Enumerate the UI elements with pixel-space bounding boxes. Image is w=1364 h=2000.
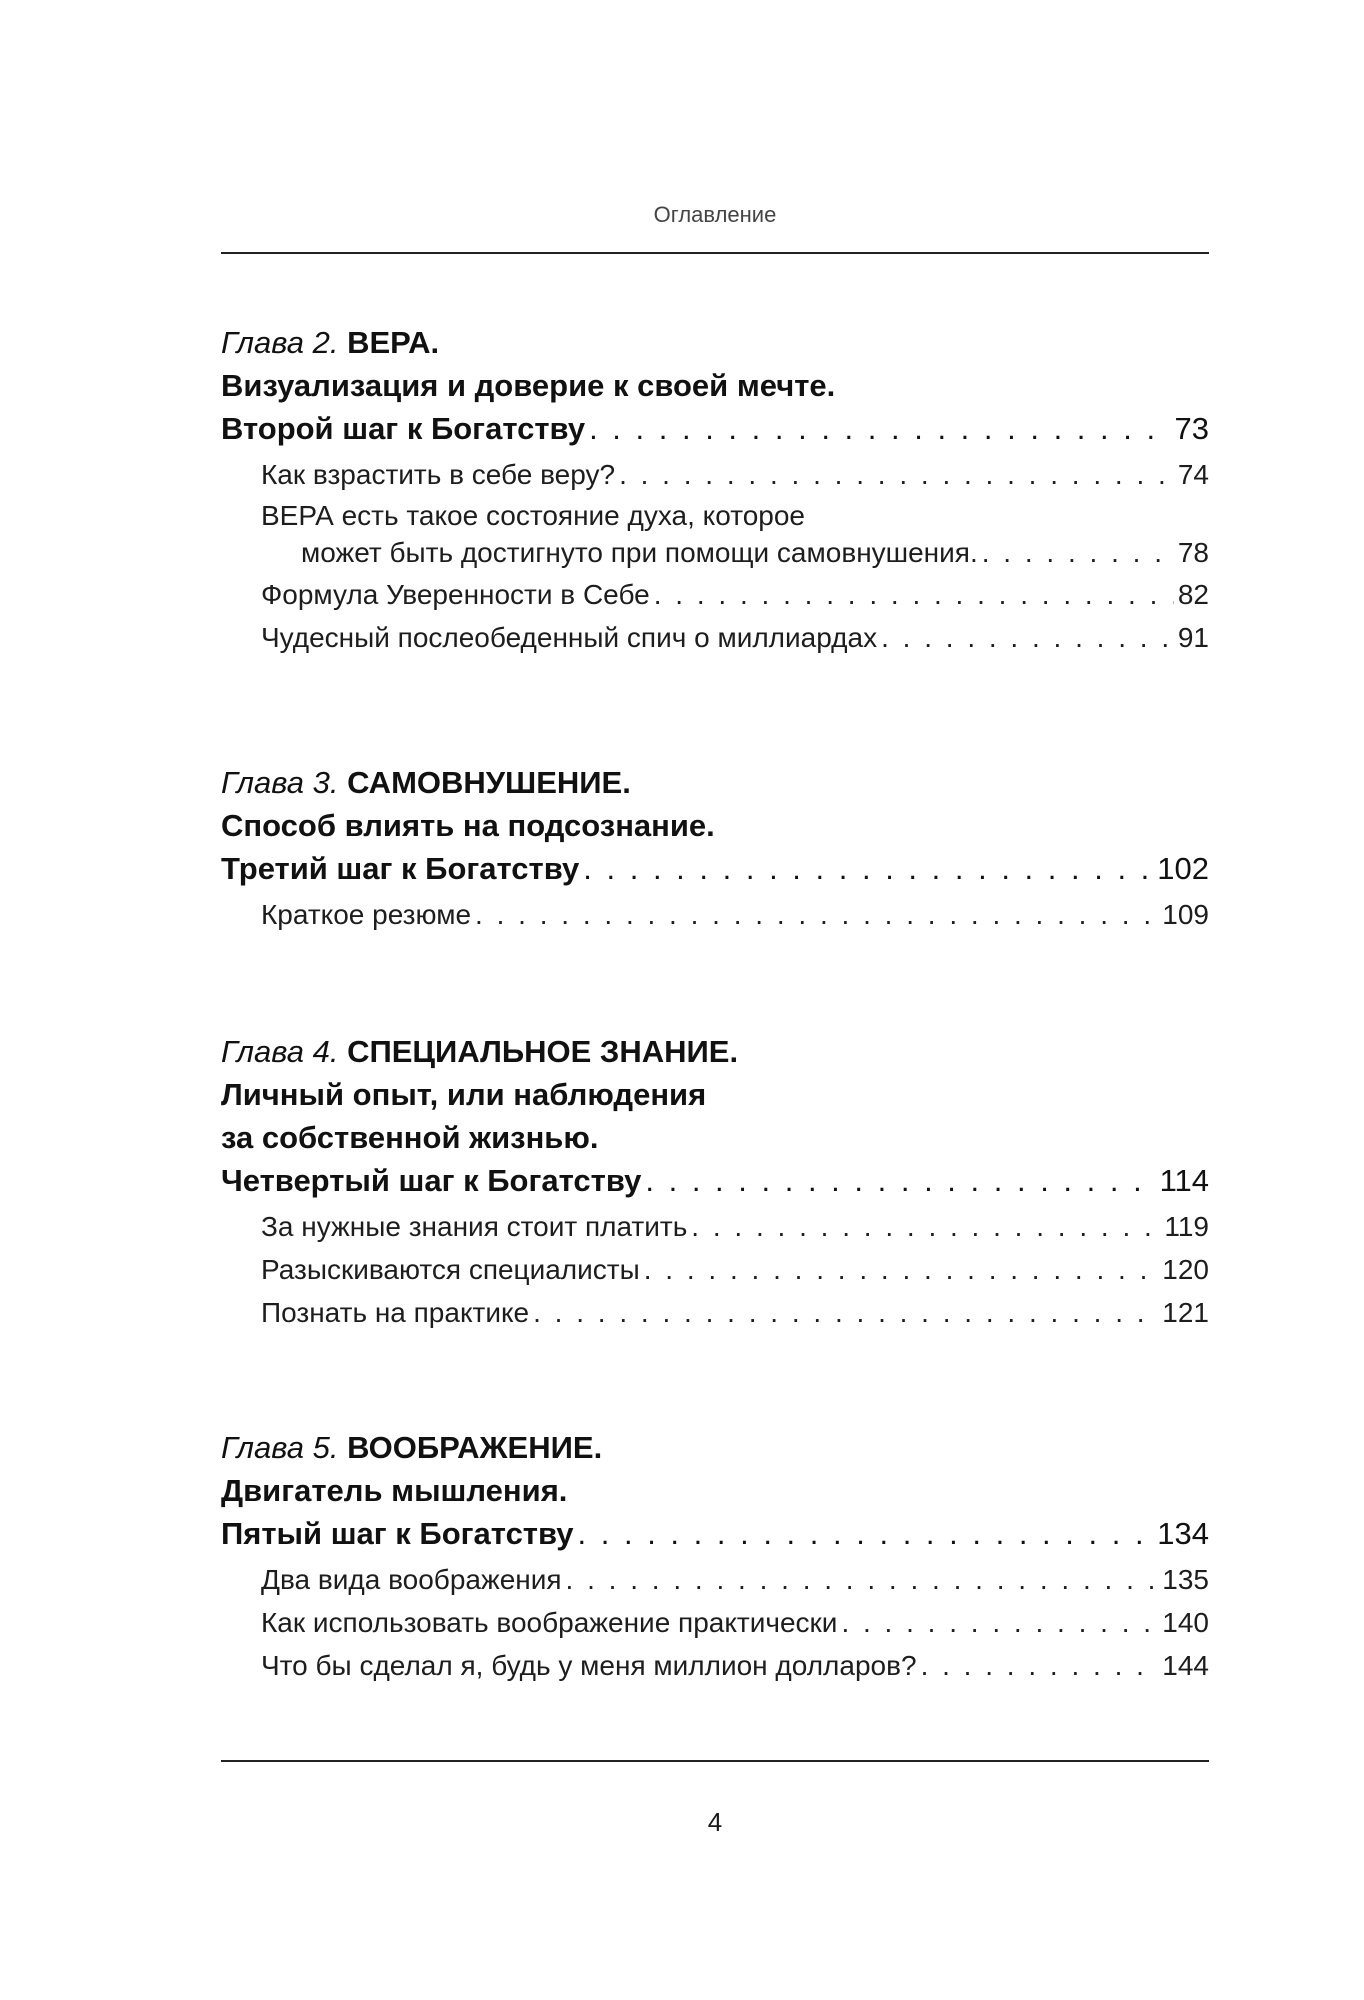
chapter-title: ВЕРА. — [347, 325, 440, 360]
page-number: 4 — [707, 1807, 723, 1837]
leader-dots — [881, 618, 1174, 658]
leader-dots — [654, 575, 1174, 615]
leader-dots — [644, 1250, 1159, 1290]
chapter-heading[interactable] — [221, 1428, 602, 1468]
toc-entry[interactable] — [261, 895, 1209, 935]
toc-entry[interactable] — [261, 455, 1209, 495]
toc-entry[interactable] — [261, 1560, 1209, 1600]
entry-title: Что бы сделал я, будь у меня миллион долларов? — [261, 1650, 917, 1681]
entry-page: 74 — [1177, 459, 1209, 490]
chapter-label: Глава 4. — [221, 1034, 339, 1069]
entry-title: Как использовать воображение практически — [261, 1607, 838, 1638]
entry-title: Четвертый шаг к Богатству — [221, 1163, 642, 1198]
leader-dots — [566, 1560, 1159, 1600]
chapter-label: Глава 2. — [221, 325, 339, 360]
chapter-subtitle: Способ влиять на подсознание. — [221, 808, 715, 843]
entry-title: Формула Уверенности в Себе — [261, 579, 650, 610]
entry-page: 109 — [1162, 899, 1209, 930]
chapter-subtitle: за собственной жизнью. — [221, 1120, 599, 1155]
toc-entry[interactable] — [301, 533, 1209, 573]
entry-page: 73 — [1174, 411, 1209, 446]
entry-page: 144 — [1162, 1650, 1209, 1681]
toc-entry[interactable] — [261, 1250, 1209, 1290]
leader-dots — [841, 1603, 1158, 1643]
entry-title: За нужные знания стоит платить — [261, 1211, 688, 1242]
leader-dots — [921, 1646, 1159, 1686]
toc-entry[interactable] — [261, 1207, 1209, 1247]
leader-dots — [578, 1514, 1154, 1554]
chapter-title: СПЕЦИАЛЬНОЕ ЗНАНИЕ. — [347, 1034, 739, 1069]
toc-entry[interactable] — [261, 1646, 1209, 1686]
leader-dots — [589, 409, 1170, 449]
entry-title: Познать на практике — [261, 1297, 530, 1328]
entry-title: может быть достигнуто при помощи самовнушения. — [301, 537, 978, 568]
entry-title: Как взрастить в себе веру? — [261, 459, 616, 490]
chapter-label: Глава 5. — [221, 1430, 339, 1465]
entry-title: Третий шаг к Богатству — [221, 851, 580, 886]
toc-entry-chapter[interactable] — [221, 409, 1209, 449]
entry-page: 102 — [1157, 851, 1209, 886]
entry-title: Чудесный послеобеденный спич о миллиардах — [261, 622, 878, 653]
chapter-title: ВООБРАЖЕНИЕ. — [347, 1430, 603, 1465]
leader-dots — [475, 895, 1158, 935]
chapter-subtitle: Двигатель мышления. — [221, 1473, 568, 1508]
leader-dots — [982, 533, 1174, 573]
chapter-subtitle: Визуализация и доверие к своей мечте. — [221, 368, 836, 403]
toc-entry[interactable] — [261, 575, 1209, 615]
leader-dots — [583, 849, 1153, 889]
toc-entry-first-line[interactable] — [261, 496, 1209, 536]
entry-title: Два вида воображения — [261, 1564, 562, 1595]
chapter-label: Глава 3. — [221, 765, 339, 800]
entry-page: 140 — [1162, 1607, 1209, 1638]
leader-dots — [619, 455, 1174, 495]
leader-dots — [691, 1207, 1160, 1247]
chapter-heading[interactable] — [221, 763, 631, 803]
toc-entry[interactable] — [261, 618, 1209, 658]
entry-page: 78 — [1177, 537, 1209, 568]
entry-page: 114 — [1159, 1163, 1209, 1198]
chapter-subtitle: Личный опыт, или наблюдения — [221, 1077, 707, 1112]
entry-title: Разыскиваются специалисты — [261, 1254, 640, 1285]
entry-page: 121 — [1162, 1297, 1209, 1328]
entry-page: 91 — [1177, 622, 1209, 653]
entry-page: 134 — [1157, 1516, 1209, 1551]
entry-page: 119 — [1164, 1211, 1209, 1242]
running-head: Оглавление — [653, 202, 777, 227]
entry-title: Краткое резюме — [261, 899, 472, 930]
toc-entry-chapter[interactable] — [221, 1161, 1209, 1201]
toc-entry[interactable] — [261, 1293, 1209, 1333]
header-rule — [221, 252, 1209, 254]
leader-dots — [533, 1293, 1158, 1333]
leader-dots — [645, 1161, 1155, 1201]
chapter-heading[interactable] — [221, 323, 439, 363]
entry-page: 82 — [1177, 579, 1209, 610]
entry-page: 120 — [1162, 1254, 1209, 1285]
toc-entry[interactable] — [261, 1603, 1209, 1643]
entry-title: Пятый шаг к Богатству — [221, 1516, 574, 1551]
entry-title: Второй шаг к Богатству — [221, 411, 586, 446]
toc-entry-chapter[interactable] — [221, 1514, 1209, 1554]
entry-title: ВЕРА есть такое состояние духа, которое — [261, 500, 806, 531]
footer-rule — [221, 1760, 1209, 1762]
toc-entry-chapter[interactable] — [221, 849, 1209, 889]
entry-page: 135 — [1162, 1564, 1209, 1595]
chapter-heading[interactable] — [221, 1032, 738, 1072]
chapter-title: САМОВНУШЕНИЕ. — [347, 765, 631, 800]
